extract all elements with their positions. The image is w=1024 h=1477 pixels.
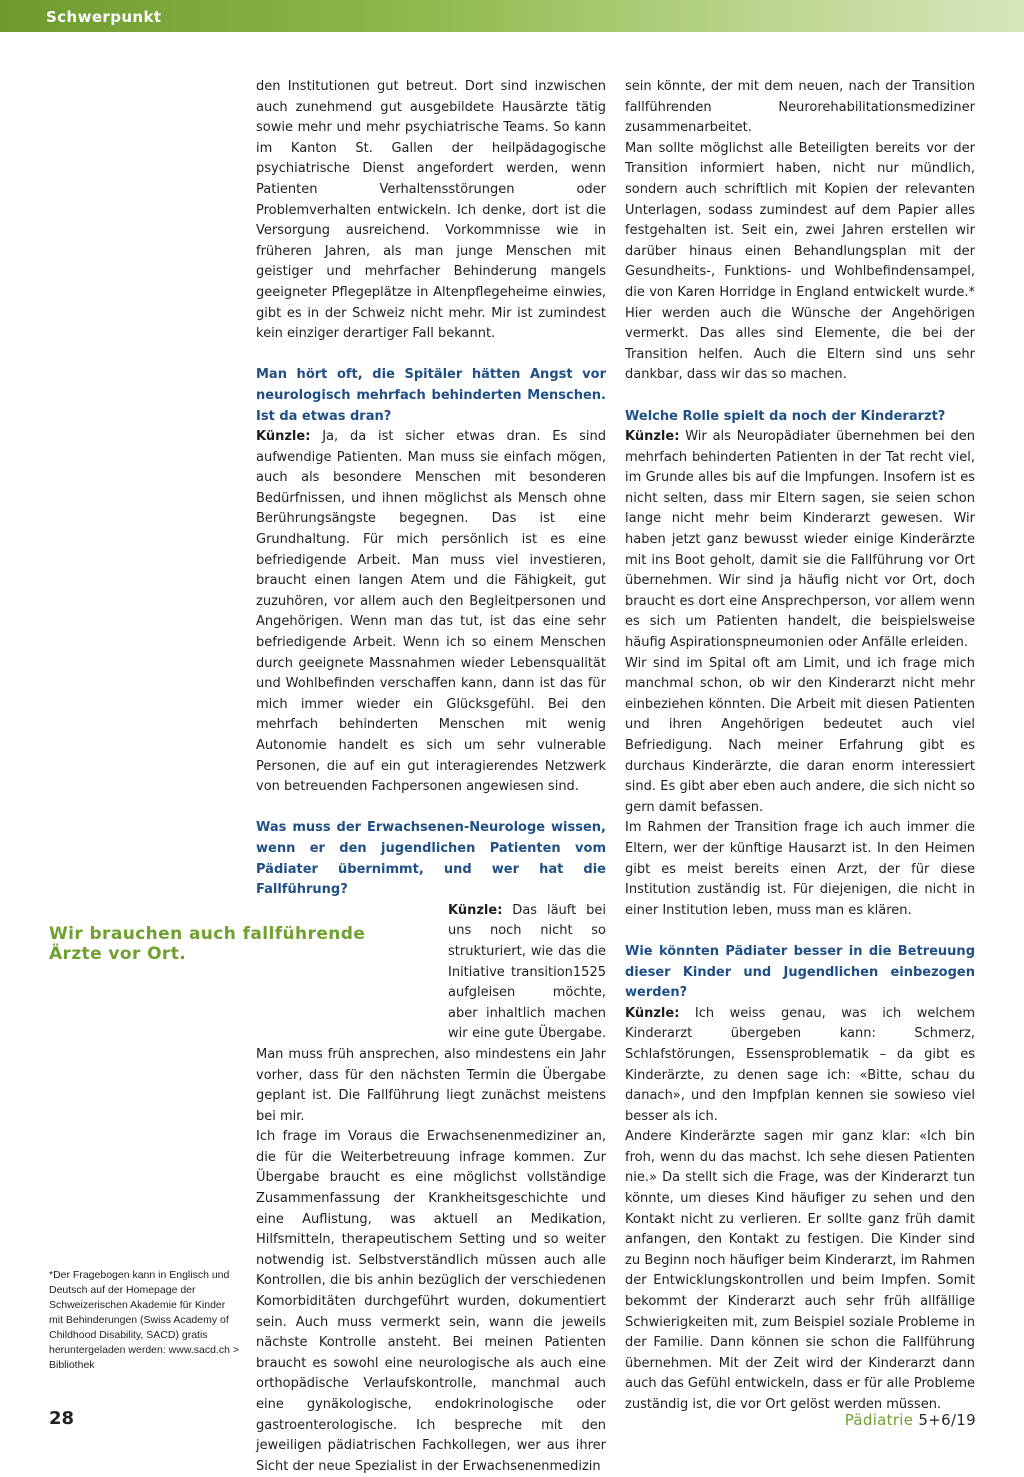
- paragraph: Wir sind im Spital oft am Limit, und ich frage mich manchmal schon, ob wir den Kinderarzt nicht mehr einbeziehen könnten. Die Arbeit mit diesen Patienten und ihren Angehörigen bedeutet auch viel Befriedigung. Nach meiner Erfahrung gibt es durchaus Kinderärzte, die daran enorm interessiert sind. Es gibt aber eben auch andere, die sich nicht so gern damit befassen.: [625, 655, 975, 815]
- section-title: Schwerpunkt: [46, 8, 162, 26]
- footnote: *Der Fragebogen kann in Englisch und Deutsch auf der Homepage der Schweizerischen Akademie für Kinder mit Behinderungen (Swiss Academy of Childhood Disability, SACD) gratis heruntergeladen werden: www.sacd.ch > Bibliothek: [49, 1269, 239, 1371]
- paragraph: Ich frage im Voraus die Erwachsenenmediziner an, die für die Weiterbetreuung infrage kommen. Zur Übergabe braucht es eine möglichst vollständige Zusammenfassung der Krankheitsgeschichte und eine Auflistung, was aktuell an Medikation, Hilfsmitteln, therapeutischem Setting und so weiter notwendig ist. Selbstverständlich müssen auch alle Kontrollen, die bis anhin bezüglich der verschiedenen Komorbiditäten durchgeführt wurden, dokumentiert sein. Auch muss vermerkt sein, wann die jeweils nächste Kontrolle ansteht. Bei meinen Patienten braucht es sowohl eine neurologische als auch eine orthopädische Verlaufskontrolle, manchmal auch eine gynäkologische, endokrinologische oder gastroenterologische. Ich bespreche mit den jeweiligen pädiatrischen Fachkollegen, wer aus ihrer Sicht der neue Spezialist in der Erwachsenenmedizin: [256, 1129, 606, 1474]
- speaker-label: Künzle:: [625, 429, 680, 445]
- paragraph: sein könnte, der mit dem neuen, nach der Transition fallführenden Neurorehabilitationsmediziner zusammenarbeitet.: [625, 79, 975, 136]
- speaker-label: Künzle:: [256, 429, 311, 445]
- speaker-label: Künzle:: [448, 902, 503, 918]
- interview-answer: Künzle: Ich weiss genau, was ich welchem Kinderarzt übergeben kann: Schmerz, Schlafstörungen, Essensproblematik – da gibt es Kinderärzte, zu denen sage ich: «Bitte, schau du danach», und den Impfplan kennen sie sowieso viel besser als ich.: [625, 1005, 975, 1124]
- paragraph: Andere Kinderärzte sagen mir ganz klar: «Ich bin froh, wenn du das machst. Ich sehe diesen Patienten nie.» Da stellt sich die Frage, was der Kinderarzt tun könnte, um dieses Kind häufiger zu sehen und den Kontakt nicht zu verlieren. Er sollte ganz früh damit anfangen, den Kontakt zu festigen. Die Kinder sind zu Beginn noch häufiger beim Kinderarzt, im Rahmen der Entwicklungskontrollen und beim Impfen. Somit bekommt der Kinderarzt auch sehr früh allfällige Schwierigkeiten mit, zum Beispiel soziale Probleme in der Familie. Dann können sie schon die Fallführung übernehmen. Mit der Zeit wird der Kinderarzt dann auch das Gefühl entwickeln, dass er für alle Probleme zuständig ist, die vor Ort gelöst werden müssen.: [625, 1129, 975, 1412]
- interview-question: Was muss der Erwachsenen-Neurologe wissen, wenn er den jugendlichen Patienten vom Pädiater übernimmt, und wer hat die Fallführung?: [256, 820, 606, 898]
- pull-quote: [49, 924, 429, 964]
- pull-quote-line: Wir brauchen auch fallführende: [49, 924, 366, 944]
- journal-name: Pädiatrie: [844, 1411, 914, 1429]
- interview-question: Man hört oft, die Spitäler hätten Angst vor neurologisch mehrfach behinderten Menschen. Ist da etwas dran?: [256, 367, 606, 424]
- paragraph: Man sollte möglichst alle Beteiligten bereits vor der Transition informiert haben, nicht nur mündlich, sondern auch schriftlich mit Kopien der relevanten Unterlagen, sodass zumindest auf dem Papier alles festgehalten ist. Seit ein, zwei Jahren erstellen wir darüber hinaus einen Behandlungsplan mit der Gesundheits-, Funktions- und Wohlbefindensampel, die von Karen Horridge in England entwickelt wurde.* Hier werden auch die Wünsche der Angehörigen vermerkt. Das alles sind Elemente, die bei der Transition helfen. Auch die Eltern sind uns sehr dankbar, dass wir das so machen.: [625, 140, 975, 383]
- interview-question: Wie könnten Pädiater besser in die Betreuung dieser Kinder und Jugendlichen einbezogen werden?: [625, 943, 975, 1001]
- interview-answer: Künzle: Wir als Neuropädiater übernehmen bei den mehrfach behinderten Patienten in der Tat recht viel, im Grunde alles bis auf die Impfungen. Insofern ist es nicht selten, dass mir Eltern sagen, sie seien schon lange nicht mehr beim Kinderarzt gewesen. Wir haben jetzt ganz bewusst wieder einige Kinderärzte mit ins Boot geholt, damit sie die Fallführung vor Ort übernehmen. Wir sind ja häufig nicht vor Ort, doch braucht es dort eine Ansprechperson, vor allem wenn es sich um Patienten handelt, die beispielsweise häufig Aspirationspneumonien oder Anfälle erleiden.: [625, 429, 975, 651]
- article-column-1: [256, 77, 606, 1477]
- article-column-2: [625, 77, 975, 1416]
- interview-answer: Künzle: Ja, da ist sicher etwas dran. Es sind aufwendige Patienten. Man muss sie einfach mögen, auch als besondere Menschen mit besonderen Bedürfnissen, und ihnen möglichst als Mensch ohne Berührungsängste begegnen. Das ist eine Grundhaltung. Für mich persönlich ist es eine befriedigende Arbeit. Man muss viel investieren, braucht einen langen Atem und die Fähigkeit, gut zuzuhören, vor allem auch den Begleitpersonen und Angehörigen. Wenn man das tut, ist das eine sehr befriedigende Arbeit. Wenn ich so einem Menschen durch geeignete Massnahmen wieder Lebensqualität und Wohlbefinden verschaffen kann, dann ist das für mich immer wieder ein Glücksgefühl. Bei den mehrfach behinderten Menschen mit wenig Autonomie handelt es sich um sehr vulnerable Personen, die auf ein gut interagierendes Netzwerk von betreuenden Fachpersonen angewiesen sind.: [256, 429, 606, 795]
- paragraph: Im Rahmen der Transition frage ich auch immer die Eltern, wer der künftige Hausarzt ist. In den Heimen gibt es meist bereits einen Arzt, der für diese Institution zuständig ist. Für diejenigen, die nicht in einer Institution leben, muss man es klären.: [625, 820, 975, 918]
- interview-answer: Künzle: Das läuft bei uns noch nicht so strukturiert, wie das die Initiative transition1525 aufgleisen möchte, aber inhaltlich machen wir eine gute Übergabe. Man muss früh ansprechen, also mindestens ein Jahr vorher, dass für den nächsten Termin die Übergabe geplant ist. Die Fallführung liegt zunächst meistens bei mir.: [256, 902, 606, 1124]
- journal-issue: [845, 1411, 976, 1429]
- interview-question: Welche Rolle spielt da noch der Kinderarzt?: [625, 408, 946, 424]
- section-header-bar: [0, 0, 1024, 32]
- issue-number: 5+6/19: [918, 1411, 976, 1429]
- page-number: 28: [49, 1408, 75, 1429]
- pull-quote-line: Ärzte vor Ort.: [49, 944, 187, 964]
- speaker-label: Künzle:: [625, 1005, 680, 1021]
- paragraph: den Institutionen gut betreut. Dort sind inzwischen auch zunehmend gut ausgebildete Hausärzte tätig sowie mehr und mehr psychiatrische Teams. So kann im Kanton St. Gallen der heilpädagogische psychiatrische Dienst angefordert werden, wenn Patienten Verhaltensstörungen oder Problemverhalten entwickeln. Ich denke, dort ist die Versorgung ausreichend. Vorkommnisse wie in früheren Jahren, als man junge Menschen mit geistiger und mehrfacher Behinderung mangels geeigneter Pflegeplätze in Altenpflegeheime einwies, gibt es in der Schweiz nicht mehr. Mir ist zumindest kein einziger derartiger Fall bekannt.: [256, 79, 606, 342]
